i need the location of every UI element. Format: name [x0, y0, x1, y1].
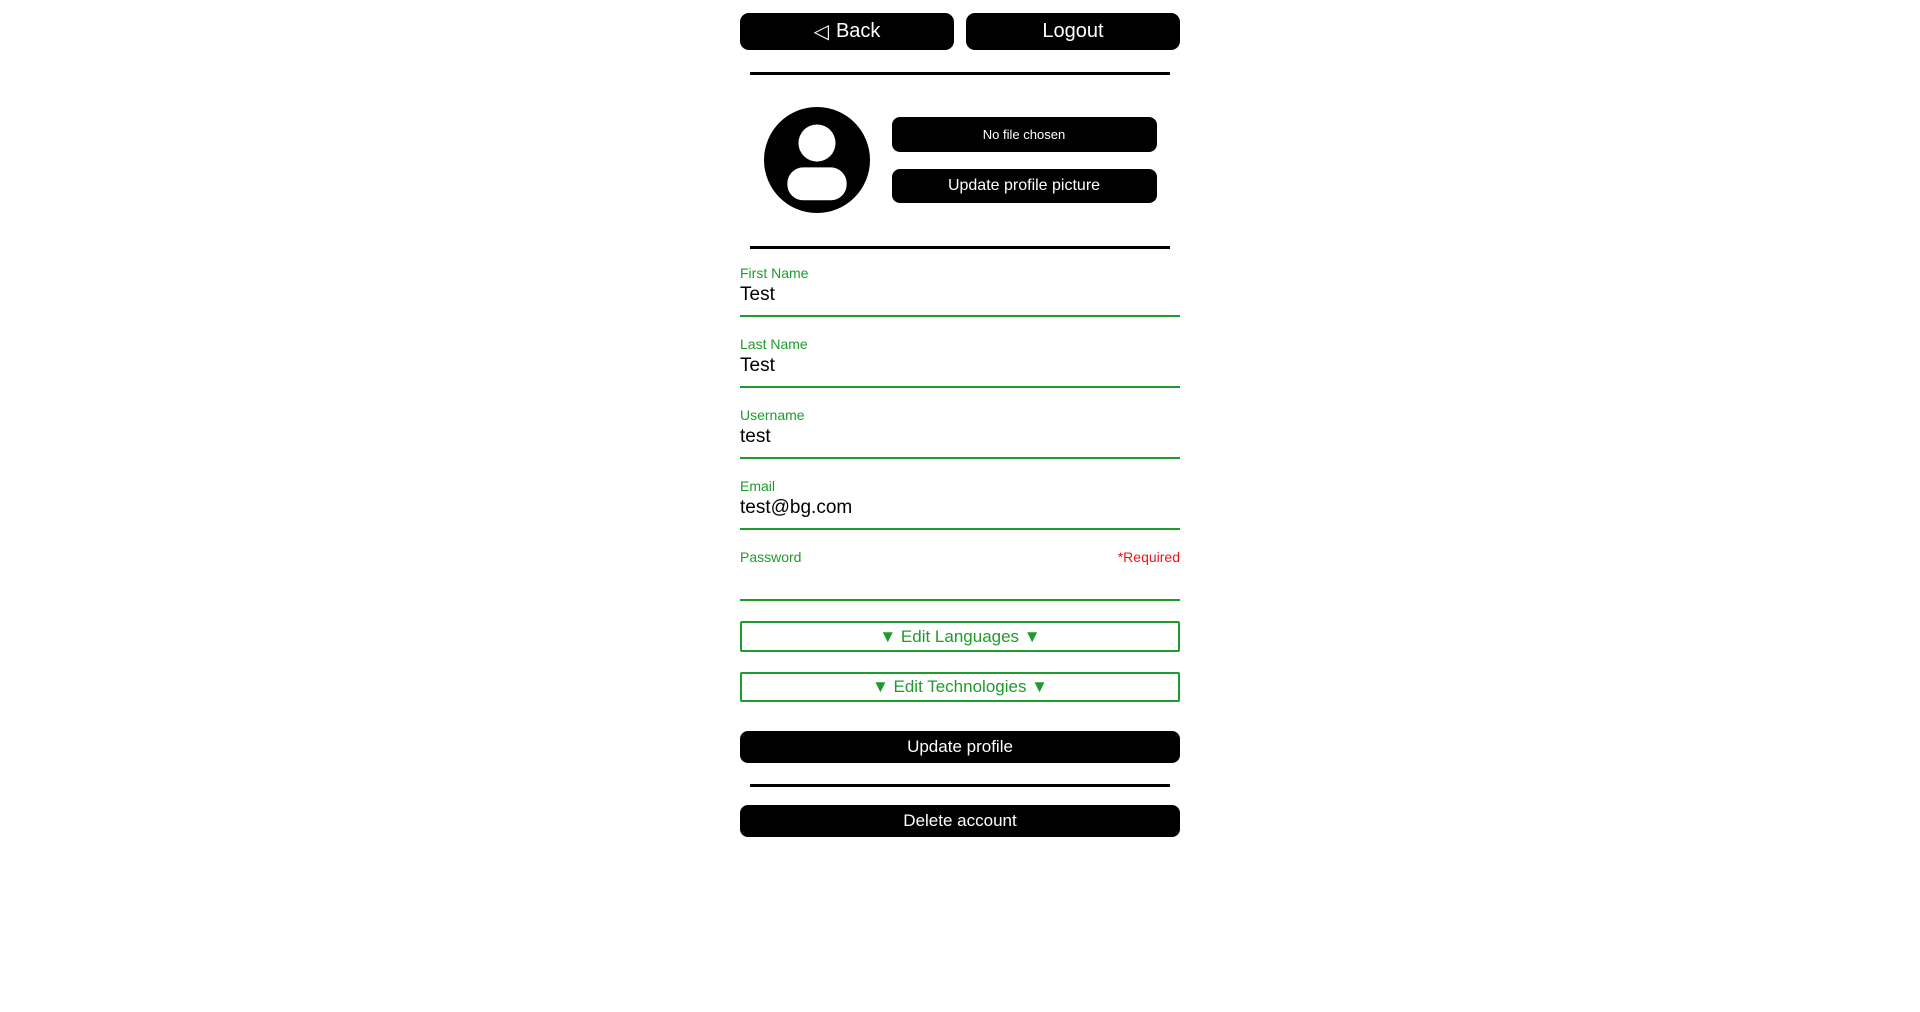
password-required-note: *Required: [1117, 549, 1180, 565]
last-name-input[interactable]: [740, 352, 1180, 388]
username-label: Username: [740, 407, 805, 423]
file-input-status-text: No file chosen: [982, 127, 1066, 142]
password-label-row: [740, 549, 1180, 565]
email-label-row: [740, 478, 1180, 494]
edit-technologies-button[interactable]: ▼ Edit Technologies ▼: [740, 672, 1180, 702]
profile-page: [740, 0, 1180, 837]
back-button-label: Back: [835, 20, 881, 42]
first-name-field-group: [740, 265, 1180, 317]
password-label: Password: [740, 549, 802, 565]
last-name-label: Last Name: [740, 336, 808, 352]
first-name-label: First Name: [740, 265, 809, 281]
account-circle-icon: [764, 107, 870, 213]
first-name-input[interactable]: [740, 281, 1180, 317]
first-name-label-row: [740, 265, 1180, 281]
profile-picture-section: [740, 107, 1180, 213]
email-input[interactable]: [740, 494, 1180, 530]
username-field-group: [740, 407, 1180, 459]
section-divider-bottom: [750, 784, 1170, 787]
last-name-field-group: [740, 336, 1180, 388]
back-arrow-icon: ◁: [813, 21, 829, 43]
top-button-row: [740, 13, 1180, 50]
section-divider-middle: [750, 246, 1170, 249]
update-profile-picture-label: Update profile picture: [947, 177, 1101, 194]
edit-languages-button[interactable]: ▼ Edit Languages ▼: [740, 621, 1180, 652]
last-name-label-row: [740, 336, 1180, 352]
picture-controls: [892, 117, 1157, 203]
password-field-group: [740, 549, 1180, 601]
email-field-group: [740, 478, 1180, 530]
email-label: Email: [740, 478, 776, 494]
update-profile-button[interactable]: [740, 731, 1180, 763]
delete-account-button[interactable]: [740, 805, 1180, 837]
username-input[interactable]: [740, 423, 1180, 459]
password-input[interactable]: [740, 565, 1180, 601]
logout-button-label: Logout: [1042, 20, 1104, 42]
profile-picture-file-input[interactable]: [892, 117, 1157, 152]
section-divider-top: [750, 72, 1170, 75]
logout-button[interactable]: [966, 13, 1180, 50]
username-label-row: [740, 407, 1180, 423]
update-profile-label: Update profile: [907, 737, 1013, 756]
back-button[interactable]: [740, 13, 954, 50]
delete-account-label: Delete account: [903, 811, 1017, 830]
update-profile-picture-button[interactable]: [892, 169, 1157, 203]
